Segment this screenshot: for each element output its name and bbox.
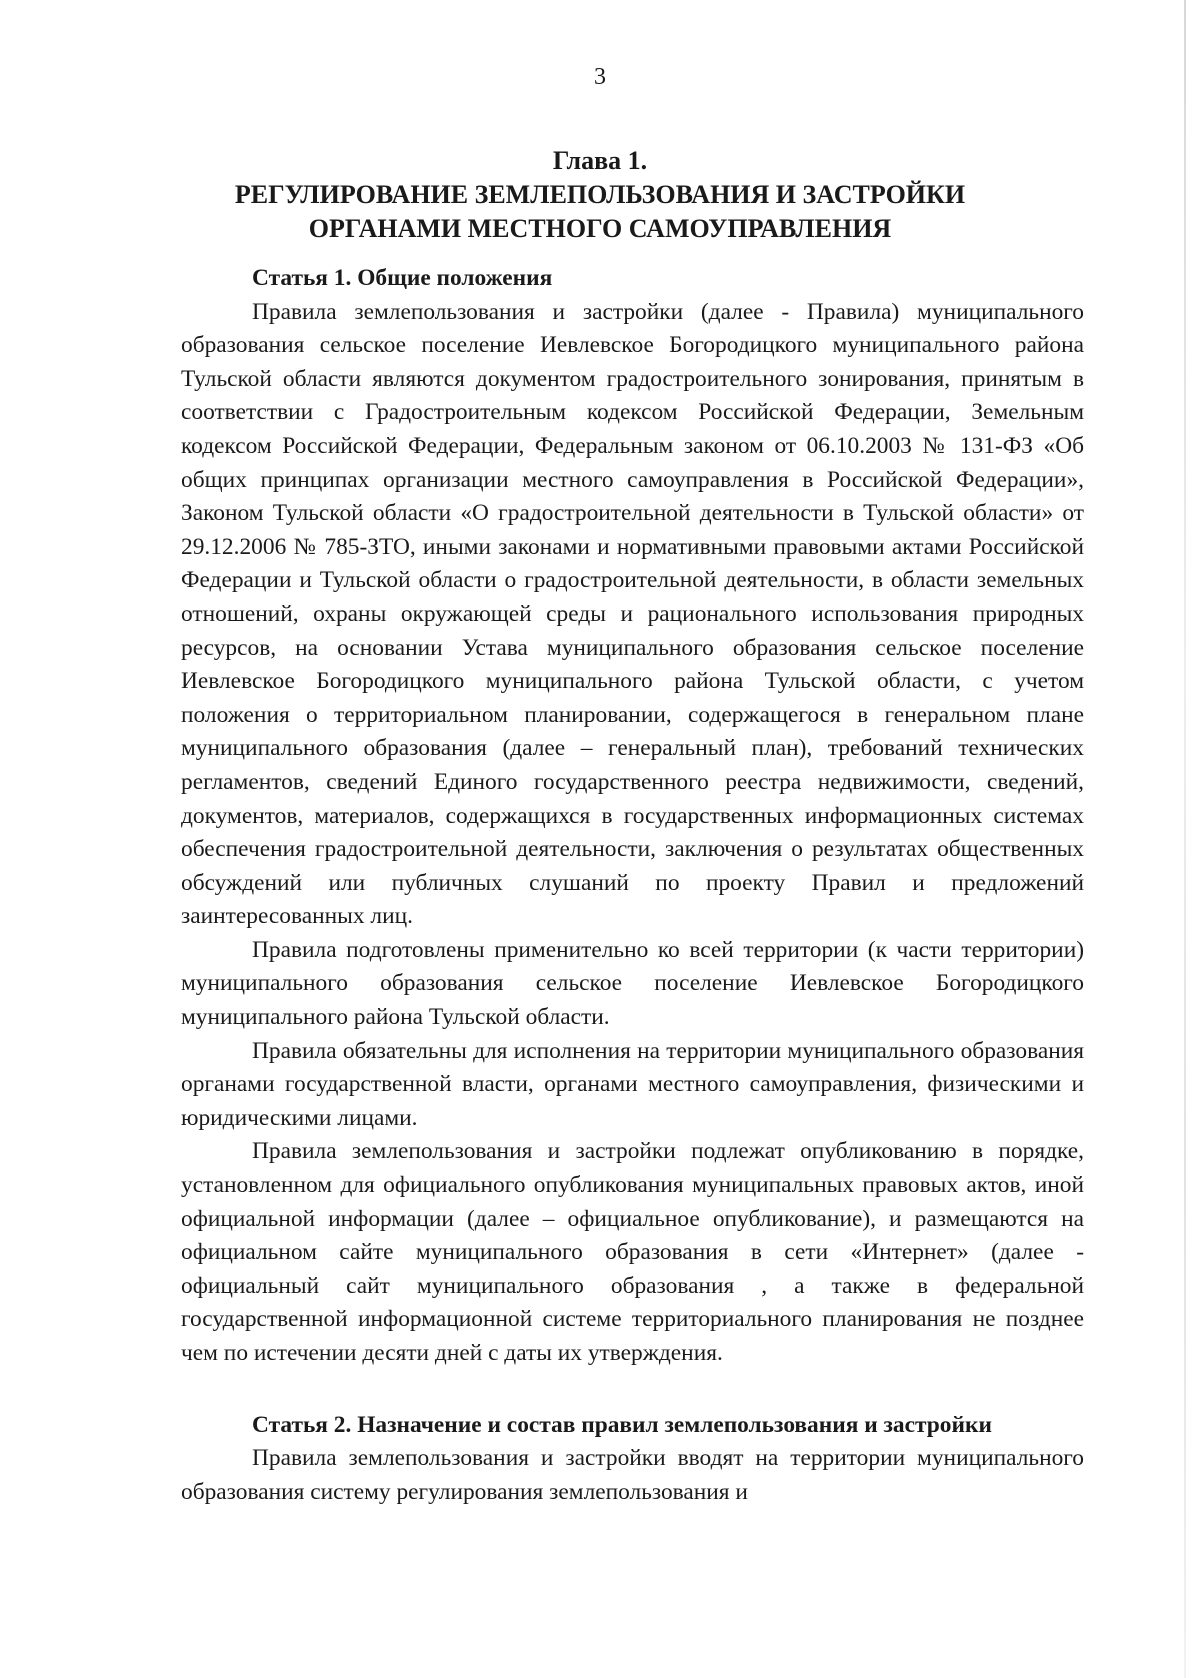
chapter-label: Глава 1. <box>552 146 648 175</box>
article-1-paragraph-1: Правила землепользования и застройки (далее - Правила) муниципального образования сельское поселение Иевлевское Богородицкого муниципального района Тульской области являются документом градостроительного зонирования, принятым в соответствии с Градостроительным кодексом Российской Федерации, Земельным кодексом Российской Федерации, Федеральным законом от 06.10.2003 № 131-ФЗ «Об общих принципах организации местного самоуправления в Российской Федерации», Законом Тульской области «О градостроительной деятельности в Тульской области» от 29.12.2006 № 785-ЗТО, иными законами и нормативными правовыми актами Российской Федерации и Тульской области о градостроительной деятельности, в области земельных отношений, охраны окружающей среды и рационального использования природных ресурсов, на основании Устава муниципального образования сельское поселение Иевлевское Богородицкого муниципального района Тульской области, с учетом положения о территориальном планировании, содержащегося в генеральном плане муниципального образования (далее – генеральный план), требований технических регламентов, сведений Единого государственного реестра недвижимости, сведений, документов, материалов, содержащихся в государственных информационных системах обеспечения градостроительной деятельности, заключения о результатах общественных обсуждений или публичных слушаний по проекту Правил и предложений заинтересованных лиц. <box>181 298 1084 930</box>
scan-edge-line <box>1184 0 1186 1678</box>
chapter-title-line-1: РЕГУЛИРОВАНИЕ ЗЕМЛЕПОЛЬЗОВАНИЯ И ЗАСТРОЙКИ <box>234 180 966 209</box>
article-1-paragraph-4: Правила землепользования и застройки подлежат опубликованию в порядке, установленном для официального опубликования муниципальных правовых актов, иной официальной информации (далее – официальное опубликование), и размещаются на официальном сайте муниципального образования в сети «Интернет» (далее - официальный сайт муниципального образования , а также в федеральной государственной информационной системе территориального планирования не позднее чем по истечении десяти дней с даты их утверждения. <box>181 1138 1084 1366</box>
article-2-heading: Статья 2. Назначение и состав правил землепользования и застройки <box>252 1411 992 1438</box>
page-number: 3 <box>594 64 606 90</box>
article-1-paragraph-2: Правила подготовлены применительно ко всей территории (к части территории) муниципального образования сельское поселение Иевлевское Богородицкого муниципального района Тульской области. <box>181 936 1084 1031</box>
chapter-heading <box>0 144 1200 246</box>
article-1-paragraph-3: Правила обязательны для исполнения на территории муниципального образования органами государственной власти, органами местного самоуправления, физическими и юридическими лицами. <box>181 1037 1084 1131</box>
document-body <box>181 262 1084 1509</box>
article-1-heading: Статья 1. Общие положения <box>252 265 553 291</box>
chapter-title-line-2: ОРГАНАМИ МЕСТНОГО САМОУПРАВЛЕНИЯ <box>308 214 892 243</box>
article-2-paragraph-1: Правила землепользования и застройки вводят на территории муниципального образования систему регулирования землепользования и <box>181 1445 1084 1505</box>
